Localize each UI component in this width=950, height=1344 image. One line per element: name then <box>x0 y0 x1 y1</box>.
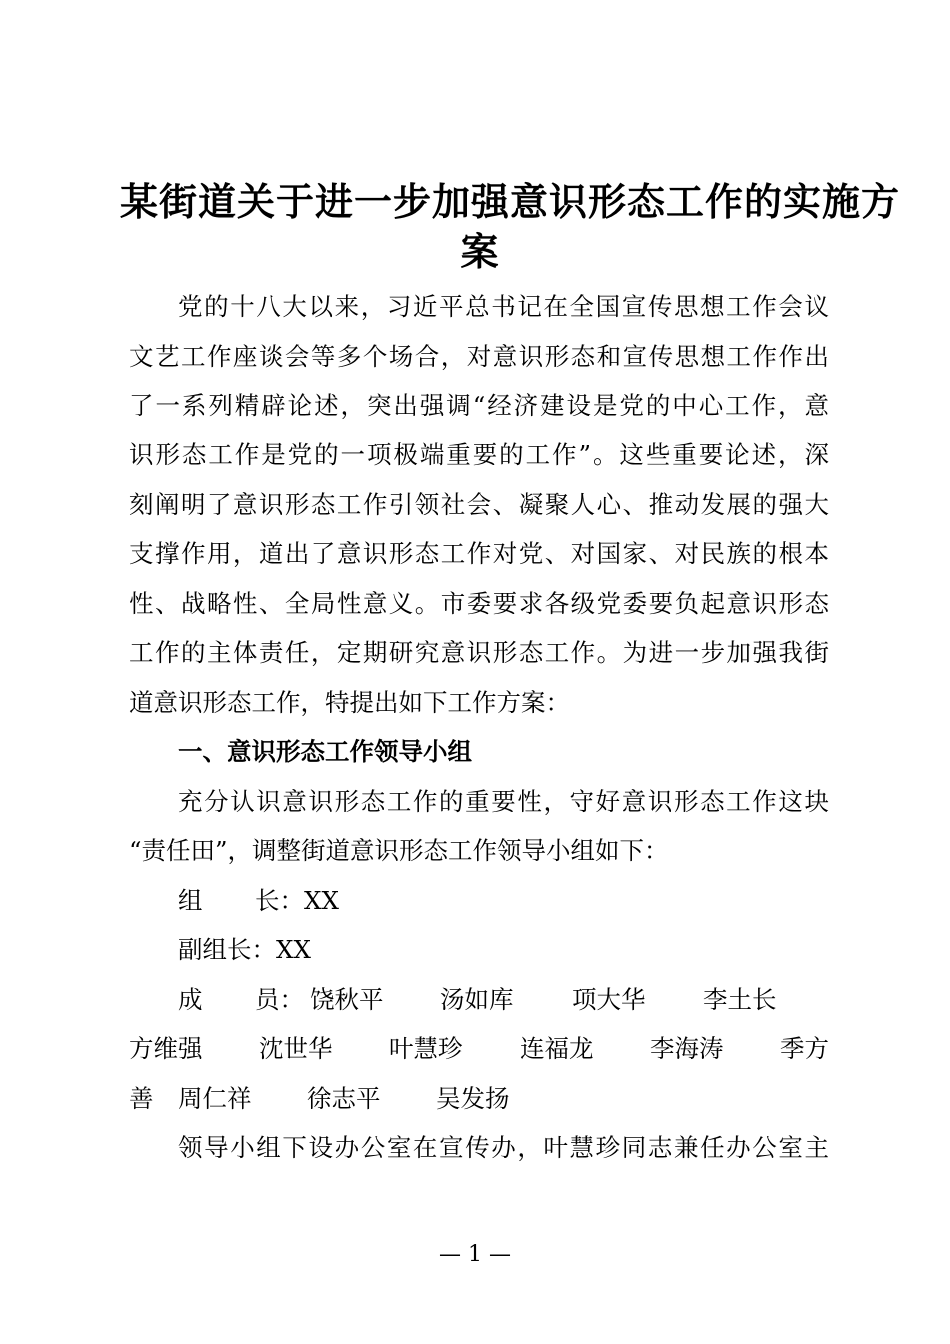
intro-line: 了一系列精辟论述，突出强调“经济建设是党的中心工作，意 <box>129 391 829 420</box>
member-name: 方维强 <box>129 1034 203 1063</box>
deputy-leader: 副组长：XX <box>178 935 311 964</box>
member-name: 饶秋平 <box>310 985 384 1014</box>
page-number: — 1 — <box>439 1242 511 1267</box>
member-name: 吴发扬 <box>436 1084 510 1113</box>
members-label: 成 <box>178 985 203 1014</box>
member-name: 连福龙 <box>520 1034 594 1063</box>
intro-line: 识形态工作是党的一项极端重要的工作”。这些重要论述，深 <box>129 440 829 469</box>
leader-label: 组 <box>178 886 203 915</box>
intro-line: 刻阐明了意识形态工作引领社会、凝聚人心、推动发展的强大 <box>129 490 829 519</box>
member-name: 徐志平 <box>307 1084 381 1113</box>
document-title-line-1: 某街道关于进一步加强意识形态工作的实施方 <box>120 179 901 224</box>
intro-line: 文艺工作座谈会等多个场合，对意识形态和宣传思想工作作出 <box>129 342 829 371</box>
member-name: 项大华 <box>572 985 646 1014</box>
section-heading: 一、意识形态工作领导小组 <box>178 737 472 766</box>
member-name: 叶慧珍 <box>389 1034 463 1063</box>
section-paragraph-line: “责任田”，调整街道意识形态工作领导小组如下： <box>129 836 669 865</box>
intro-line: 支撑作用，道出了意识形态工作对党、对国家、对民族的根本 <box>129 539 829 568</box>
member-name: 沈世华 <box>259 1034 333 1063</box>
members-label-tail: 员： <box>255 985 304 1014</box>
member-name: 李海涛 <box>650 1034 724 1063</box>
member-name-continuation: 善 <box>129 1084 154 1113</box>
document-title-line-2: 案 <box>460 229 500 274</box>
intro-line: 性、战略性、全局性意义。市委要求各级党委要负起意识形态 <box>129 589 829 618</box>
member-name: 季方 <box>780 1034 829 1063</box>
section-paragraph-line: 充分认识意识形态工作的重要性，守好意识形态工作这块 <box>178 787 829 816</box>
member-name: 李土长 <box>703 985 777 1014</box>
office-line: 领导小组下设办公室在宣传办，叶慧珍同志兼任办公室主 <box>178 1133 829 1162</box>
member-name: 周仁祥 <box>178 1084 252 1113</box>
member-name: 汤如库 <box>440 985 514 1014</box>
intro-line: 道意识形态工作，特提出如下工作方案： <box>129 688 570 717</box>
intro-line: 工作的主体责任，定期研究意识形态工作。为进一步加强我街 <box>129 638 829 667</box>
intro-line: 党的十八大以来，习近平总书记在全国宣传思想工作会议 <box>178 292 829 321</box>
leader-value: 长：XX <box>255 886 339 915</box>
